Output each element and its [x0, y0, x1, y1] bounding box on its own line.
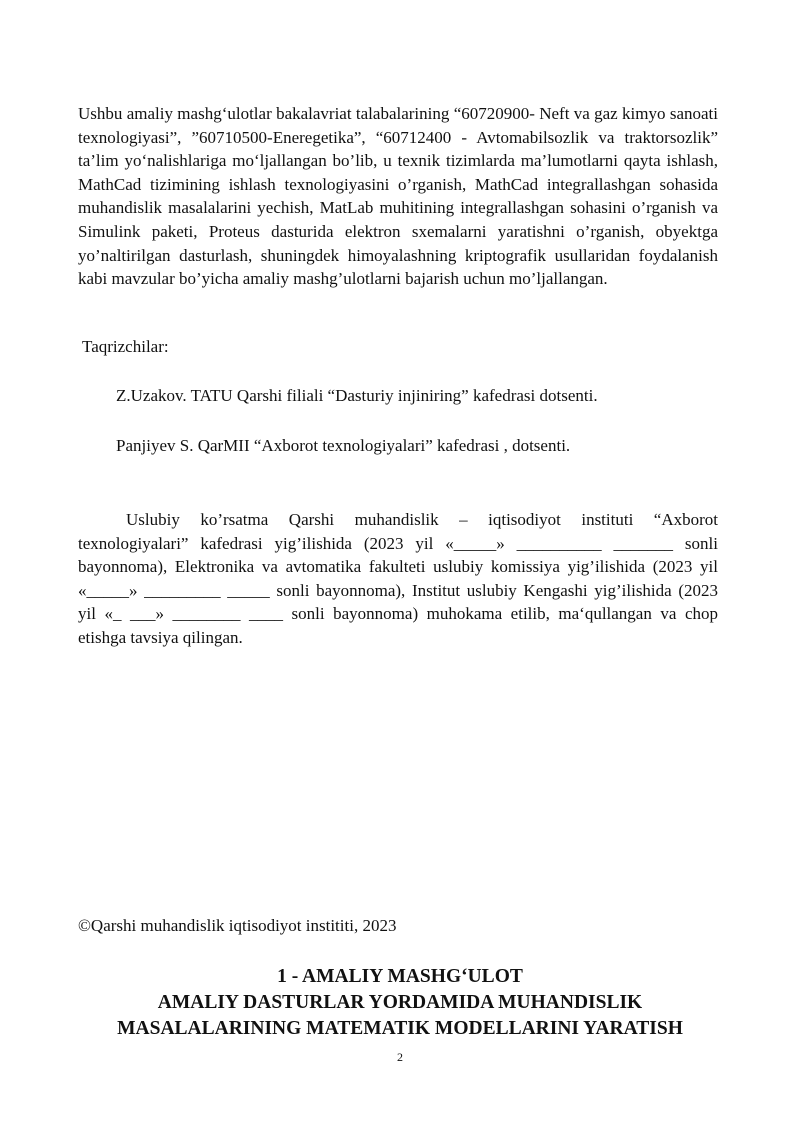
reviewers-title: Taqrizchilar:: [82, 337, 169, 356]
chapter-heading-line: AMALIY DASTURLAR YORDAMIDA MUHANDISLIK: [157, 992, 643, 1013]
page-number: 2: [397, 1050, 403, 1064]
copyright-notice: ©Qarshi muhandislik iqtisodiyot instititi, 2023: [78, 916, 397, 935]
reviewer-item: Z.Uzakov. TATU Qarshi filiali “Dasturiy injiniring” kafedrasi dotsenti.: [116, 386, 598, 405]
chapter-heading: [60, 964, 740, 1042]
chapter-heading-line: MASALALARINING MATEMATIK MODELLARINI YARATISH: [117, 1018, 683, 1039]
chapter-heading-line: 1 - AMALIY MASHG‘ULOT: [277, 966, 523, 987]
approval-paragraph: Uslubiy ko’rsatma Qarshi muhandislik – iqtisodiyot instituti “Axborot texnologiyalari” kafedrasi yig’ilishida (2023 yil «_____» __________ _______ sonli bayonnoma), Elektronika va avtomatika fakulteti uslubiy komissiya yig’ilishida (2023 yil «_____» _________ _____ sonli bayonnoma), Institut uslubiy Kengashi yig’ilishida (2023 yil «_ ___» ________ ____ sonli bayonnoma) muhokama etilib, ma‘qullangan va chop etishga tavsiya qilingan.: [78, 510, 718, 647]
reviewer-item: Panjiyev S. QarMII “Axborot texnologiyalari” kafedrasi , dotsenti.: [116, 436, 571, 455]
intro-paragraph: Ushbu amaliy mashg‘ulotlar bakalavriat talabalarining “60720900- Neft va gaz kimyo sanoati texnologiyasi”, ”60710500-Eneregetika”, “60712400 - Avtomabilsozlik va traktorsozlik” ta’lim yo‘nalishlariga mo‘ljallangan bo’lib, u texnik tizimlarda ma’lumotlarni qayta ishlash, MathCad tizimining ishlash texnologiyasini o’rganish, MathCad integrallashgan sohasida muhandislik masalalarini yechish, MatLab muhitining integrallashgan sohasini o’rganish va Simulink paketi, Proteus dasturida elektron sxemalarni yaratishni o’rganish, obyektga yo’naltirilgan dasturlash, shuningdek himoyalashning kriptografik usullaridan foydalanish kabi mavzular bo’yicha amaliy mashg’ulotlarni bajarish uchun mo’ljallangan.: [78, 104, 718, 289]
